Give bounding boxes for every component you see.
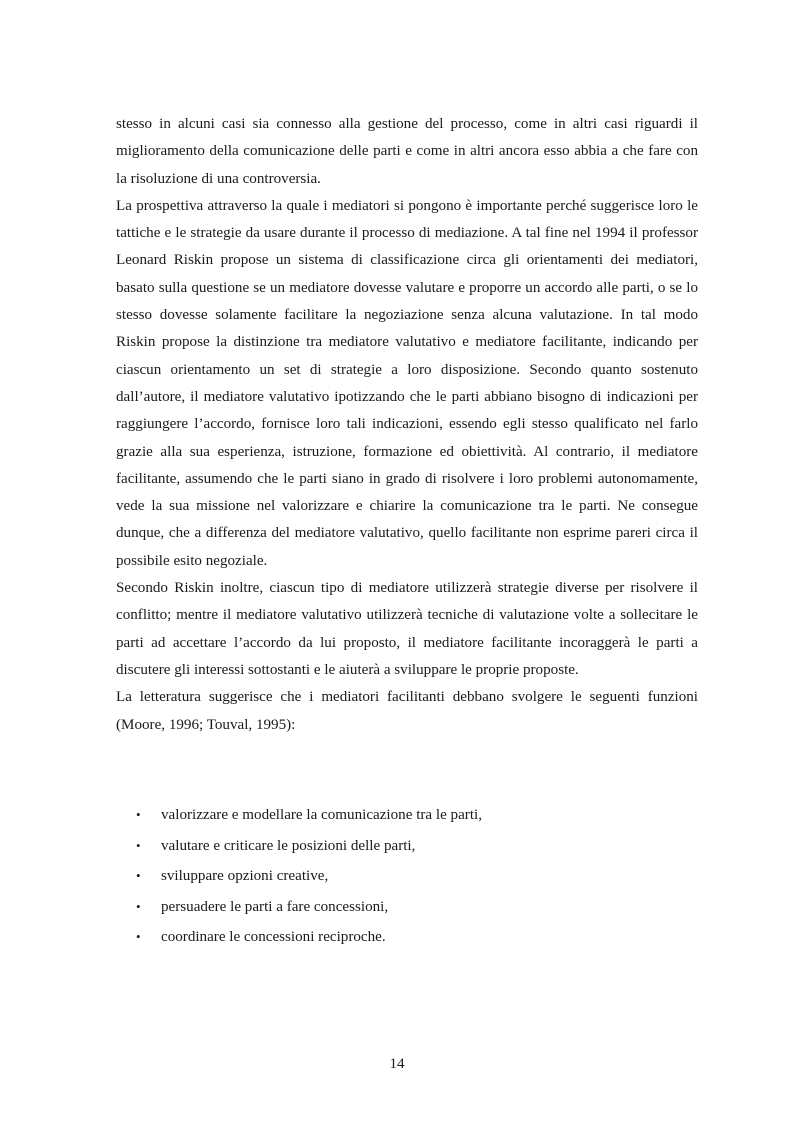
list-item-text: sviluppare opzioni creative, <box>161 868 329 884</box>
paragraph: La prospettiva attraverso la quale i mediatori si pongono è importante perché suggerisce loro le tattiche e le strategie da usare durante il processo di mediazione. A tal fine nel 1994 il professor Leonard Riskin propose un sistema di classificazione circa gli orientamenti dei mediatori, basato sulla questione se un mediatore dovesse valutare e proporre un accordo alle parti, o se lo stesso dovesse solamente facilitare la negoziazione senza alcuna valutazione. In tal modo Riskin propose la distinzione tra mediatore valutativo e mediatore facilitante, indicando per ciascun orientamento un set di strategie a loro disposizione. Secondo quanto sostenuto dall’autore, il mediatore valutativo ipotizzando che le parti abbiano bisogno di indicazioni per raggiungere l’accordo, fornisce loro tali indicazioni, essendo egli stesso qualificato nel farlo grazie alla sua esperienza, istruzione, formazione ed obiettività. Al contrario, il mediatore facilitante, assumendo che le parti siano in grado di risolvere i loro problemi autonomamente, vede la sua missione nel valorizzare e chiarire la comunicazione tra le parti. Ne consegue dunque, che a differenza del mediatore valutativo, quello facilitante non esprime pareri circa il possibile esito negoziale. <box>116 197 698 569</box>
paragraph: La letteratura suggerisce che i mediatori facilitanti debbano svolgere le seguenti funzioni (Moore, 1996; Touval, 1995): <box>116 689 698 733</box>
bullet-icon: • <box>136 807 141 822</box>
list-item <box>136 831 696 862</box>
body-text <box>116 111 698 739</box>
bullet-icon: • <box>136 868 141 883</box>
list-item <box>136 922 696 953</box>
bullet-icon: • <box>136 898 141 914</box>
paragraph: stesso in alcuni casi sia connesso alla gestione del processo, come in altri casi riguardi il miglioramento della comunicazione delle parti e come in altri ancora esso abbia a che fare con la risoluzione di una controversia. <box>116 116 698 187</box>
bullet-icon: • <box>136 929 141 944</box>
list-item-text: persuadere le parti a fare concessioni, <box>161 898 389 915</box>
list-item <box>136 800 696 831</box>
list-item-text: valorizzare e modellare la comunicazione tra le parti, <box>161 807 482 823</box>
list-item-text: valutare e criticare le posizioni delle parti, <box>161 837 416 854</box>
page-number: 14 <box>389 1056 405 1072</box>
list-item <box>136 861 696 892</box>
list-item <box>136 892 696 923</box>
bullet-icon: • <box>136 837 141 853</box>
functions-list <box>136 800 696 953</box>
list-item-text: coordinare le concessioni reciproche. <box>161 929 386 945</box>
paragraph: Secondo Riskin inoltre, ciascun tipo di mediatore utilizzerà strategie diverse per risolvere il conflitto; mentre il mediatore valutativo utilizzerà tecniche di valutazione volte a sollecitare le parti ad accettare l’accordo da lui proposto, il mediatore facilitante incoraggerà le parti a discutere gli interessi sottostanti e le aiuterà a sviluppare le proprie proposte. <box>116 580 698 678</box>
